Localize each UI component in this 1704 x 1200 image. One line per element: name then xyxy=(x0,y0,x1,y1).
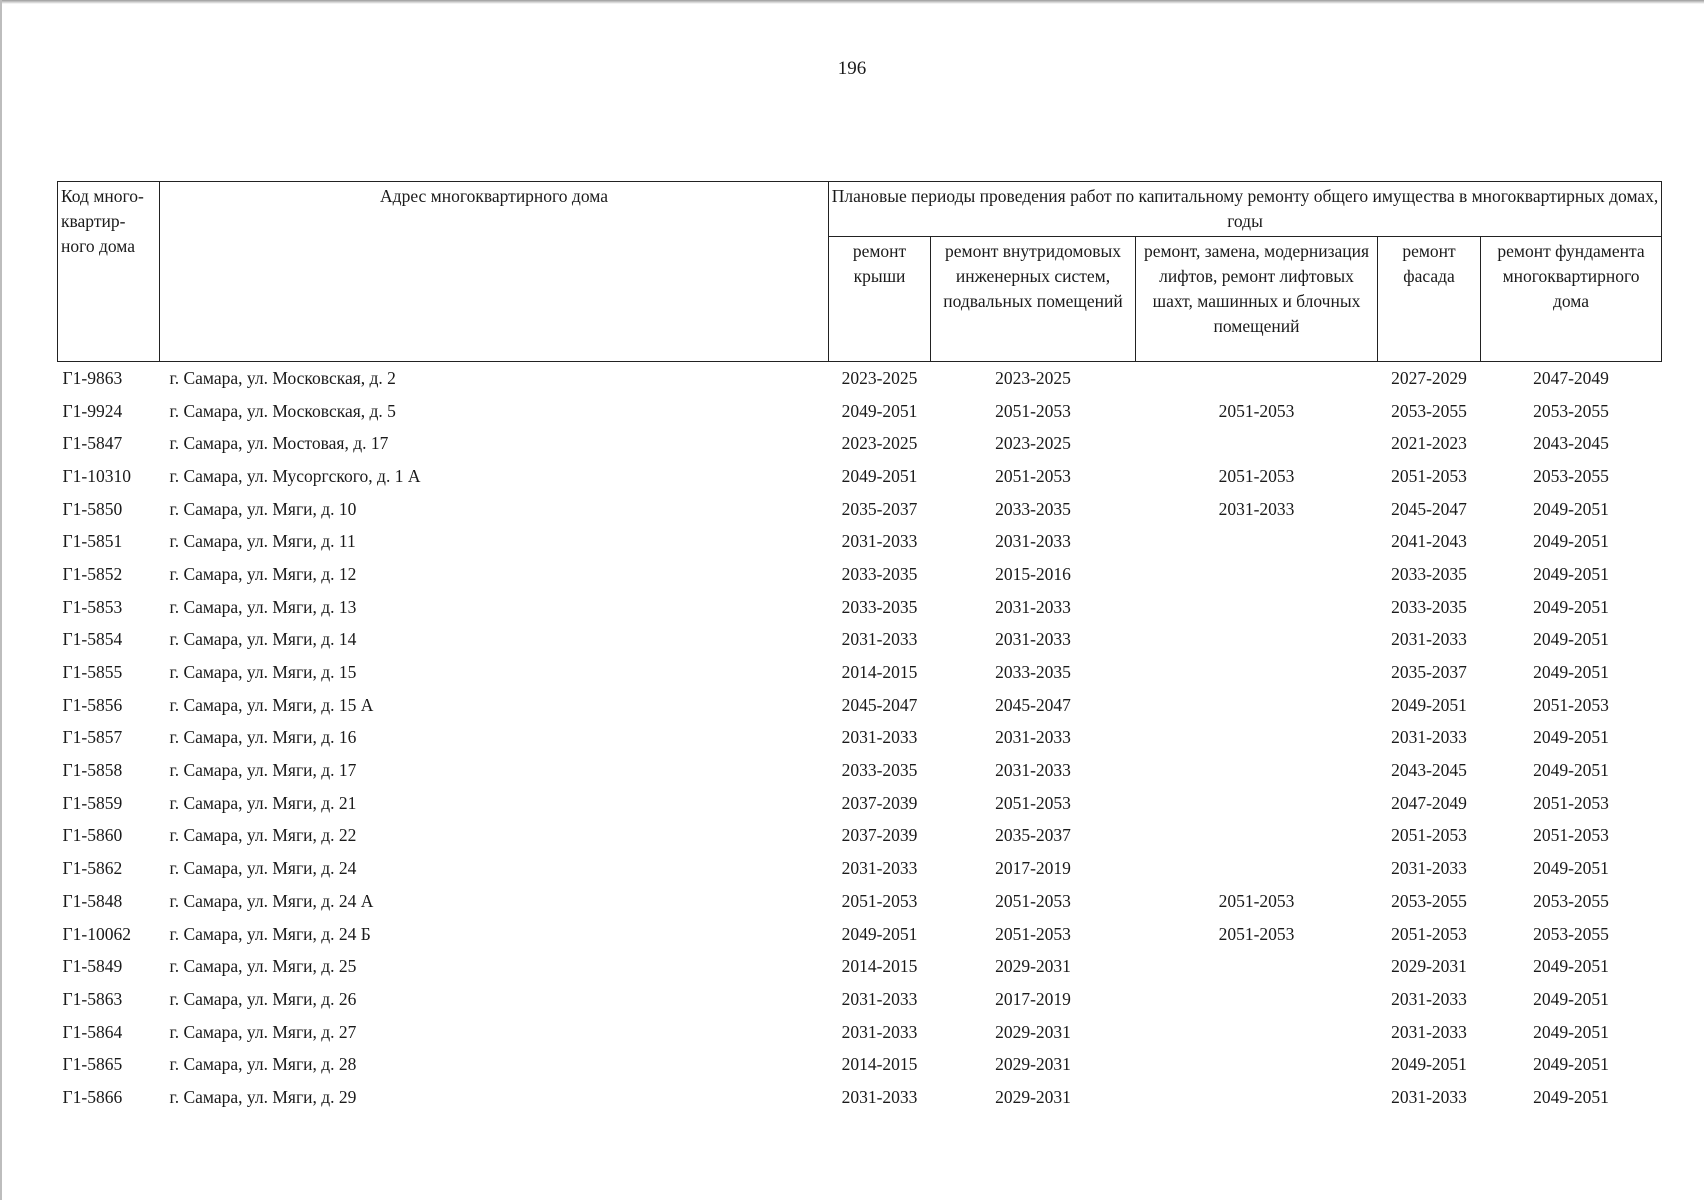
header-planned-periods: Плановые периоды проведения работ по капитальному ремонту общего имущества в многоквартирных домах, годы xyxy=(829,182,1662,237)
cell-elevators xyxy=(1136,558,1378,591)
table-row xyxy=(58,950,1662,983)
cell-engineering: 2029-2031 xyxy=(995,1086,1071,1107)
table-row xyxy=(58,852,1662,885)
cell-roof: 2031-2033 xyxy=(841,1086,918,1107)
cell-address: г. Самара, ул. Мяги, д. 16 xyxy=(169,727,357,748)
table-body xyxy=(58,362,1662,1114)
header-code: Код много-квартир-ного дома xyxy=(58,182,160,362)
table-row xyxy=(58,624,1662,657)
table-row xyxy=(58,460,1662,493)
cell-foundation: 2049-2051 xyxy=(1533,1086,1609,1107)
cell-foundation: 2053-2055 xyxy=(1533,465,1609,486)
cell-facade: 2021-2023 xyxy=(1391,433,1467,454)
cell-foundation: 2049-2051 xyxy=(1533,1054,1609,1075)
cell-address: г. Самара, ул. Мяги, д. 13 xyxy=(169,596,357,617)
cell-code: Г1-5853 xyxy=(62,596,123,617)
cell-code: Г1-5851 xyxy=(62,531,123,552)
cell-code: Г1-5849 xyxy=(62,956,123,977)
cell-code: Г1-9863 xyxy=(62,367,123,388)
cell-facade: 2031-2033 xyxy=(1391,629,1467,650)
cell-code: Г1-9924 xyxy=(62,400,123,421)
cell-engineering: 2029-2031 xyxy=(995,956,1071,977)
table-row xyxy=(58,754,1662,787)
cell-elevators xyxy=(1136,1048,1378,1081)
cell-facade: 2033-2035 xyxy=(1391,596,1467,617)
cell-facade: 2047-2049 xyxy=(1391,792,1467,813)
cell-roof: 2033-2035 xyxy=(841,596,918,617)
cell-elevators: 2031-2033 xyxy=(1218,498,1295,519)
cell-roof: 2031-2033 xyxy=(841,629,918,650)
cell-elevators xyxy=(1136,754,1378,787)
table-row xyxy=(58,1048,1662,1081)
cell-foundation: 2049-2051 xyxy=(1533,531,1609,552)
cell-roof: 2051-2053 xyxy=(841,890,918,911)
cell-engineering: 2029-2031 xyxy=(995,1021,1071,1042)
cell-elevators xyxy=(1136,1081,1378,1114)
table-row xyxy=(58,362,1662,395)
cell-engineering: 2029-2031 xyxy=(995,1054,1071,1075)
cell-foundation: 2049-2051 xyxy=(1533,1021,1609,1042)
cell-roof: 2033-2035 xyxy=(841,760,918,781)
cell-elevators: 2051-2053 xyxy=(1218,465,1295,486)
cell-code: Г1-5858 xyxy=(62,760,123,781)
cell-roof: 2033-2035 xyxy=(841,563,918,584)
cell-facade: 2051-2053 xyxy=(1391,825,1467,846)
cell-foundation: 2049-2051 xyxy=(1533,662,1609,683)
cell-address: г. Самара, ул. Мостовая, д. 17 xyxy=(169,433,389,454)
cell-facade: 2029-2031 xyxy=(1391,956,1467,977)
table-header xyxy=(58,182,1662,362)
cell-address: г. Самара, ул. Мяги, д. 14 xyxy=(169,629,357,650)
cell-elevators xyxy=(1136,983,1378,1016)
cell-facade: 2053-2055 xyxy=(1391,890,1467,911)
cell-address: г. Самара, ул. Мяги, д. 24 xyxy=(169,858,357,879)
cell-roof: 2031-2033 xyxy=(841,1021,918,1042)
cell-address: г. Самара, ул. Мяги, д. 15 А xyxy=(169,694,374,715)
cell-address: г. Самара, ул. Мяги, д. 24 Б xyxy=(169,923,371,944)
cell-address: г. Самара, ул. Мяги, д. 24 А xyxy=(169,890,374,911)
cell-facade: 2033-2035 xyxy=(1391,563,1467,584)
cell-elevators xyxy=(1136,591,1378,624)
cell-foundation: 2049-2051 xyxy=(1533,760,1609,781)
cell-address: г. Самара, ул. Мяги, д. 10 xyxy=(169,498,357,519)
cell-address: г. Самара, ул. Мяги, д. 29 xyxy=(169,1086,357,1107)
cell-code: Г1-5855 xyxy=(62,662,123,683)
table-row xyxy=(58,1081,1662,1114)
table-row xyxy=(58,885,1662,918)
cell-facade: 2051-2053 xyxy=(1391,465,1467,486)
cell-foundation: 2053-2055 xyxy=(1533,890,1609,911)
table-row xyxy=(58,722,1662,755)
cell-foundation: 2043-2045 xyxy=(1533,433,1609,454)
cell-roof: 2037-2039 xyxy=(841,792,918,813)
cell-facade: 2031-2033 xyxy=(1391,727,1467,748)
cell-address: г. Самара, ул. Мяги, д. 22 xyxy=(169,825,357,846)
cell-facade: 2051-2053 xyxy=(1391,923,1467,944)
cell-foundation: 2051-2053 xyxy=(1533,825,1609,846)
cell-code: Г1-10310 xyxy=(62,465,131,486)
cell-facade: 2027-2029 xyxy=(1391,367,1467,388)
cell-facade: 2035-2037 xyxy=(1391,662,1467,683)
cell-address: г. Самара, ул. Мусоргского, д. 1 А xyxy=(169,465,421,486)
cell-elevators: 2051-2053 xyxy=(1218,890,1295,911)
cell-elevators xyxy=(1136,820,1378,853)
cell-facade: 2045-2047 xyxy=(1391,498,1467,519)
cell-engineering: 2031-2033 xyxy=(995,531,1071,552)
repair-schedule-table xyxy=(57,181,1662,1114)
cell-engineering: 2023-2025 xyxy=(995,433,1071,454)
cell-address: г. Самара, ул. Московская, д. 2 xyxy=(169,367,396,388)
table-row xyxy=(58,493,1662,526)
cell-facade: 2031-2033 xyxy=(1391,988,1467,1009)
cell-facade: 2043-2045 xyxy=(1391,760,1467,781)
cell-foundation: 2049-2051 xyxy=(1533,629,1609,650)
cell-address: г. Самара, ул. Мяги, д. 28 xyxy=(169,1054,357,1075)
cell-foundation: 2053-2055 xyxy=(1533,923,1609,944)
cell-engineering: 2045-2047 xyxy=(995,694,1071,715)
cell-address: г. Самара, ул. Мяги, д. 27 xyxy=(169,1021,357,1042)
table-row xyxy=(58,820,1662,853)
cell-code: Г1-10062 xyxy=(62,923,131,944)
cell-address: г. Самара, ул. Мяги, д. 11 xyxy=(169,531,356,552)
cell-engineering: 2035-2037 xyxy=(995,825,1071,846)
cell-foundation: 2051-2053 xyxy=(1533,694,1609,715)
cell-address: г. Самара, ул. Мяги, д. 15 xyxy=(169,662,357,683)
cell-facade: 2031-2033 xyxy=(1391,1086,1467,1107)
table-row xyxy=(58,525,1662,558)
cell-code: Г1-5857 xyxy=(62,727,123,748)
cell-engineering: 2031-2033 xyxy=(995,760,1071,781)
table-row xyxy=(58,918,1662,951)
header-roof: ремонт крыши xyxy=(829,237,931,362)
cell-engineering: 2017-2019 xyxy=(995,988,1071,1009)
cell-address: г. Самара, ул. Мяги, д. 17 xyxy=(169,760,357,781)
header-elevators: ремонт, замена, модернизация лифтов, ремонт лифтовых шахт, машинных и блочных помещений xyxy=(1136,237,1378,362)
cell-elevators: 2051-2053 xyxy=(1218,923,1295,944)
cell-foundation: 2049-2051 xyxy=(1533,956,1609,977)
cell-elevators xyxy=(1136,525,1378,558)
header-facade: ремонт фасада xyxy=(1378,237,1481,362)
header-engineering: ремонт внутридомовых инженерных систем, подвальных помещений xyxy=(931,237,1136,362)
cell-code: Г1-5852 xyxy=(62,563,123,584)
cell-engineering: 2031-2033 xyxy=(995,727,1071,748)
scan-edge-top xyxy=(0,0,1704,4)
cell-foundation: 2049-2051 xyxy=(1533,727,1609,748)
cell-facade: 2049-2051 xyxy=(1391,694,1467,715)
cell-roof: 2045-2047 xyxy=(841,694,918,715)
cell-elevators: 2051-2053 xyxy=(1218,400,1295,421)
cell-address: г. Самара, ул. Мяги, д. 21 xyxy=(169,792,357,813)
cell-engineering: 2051-2053 xyxy=(995,923,1071,944)
cell-elevators xyxy=(1136,624,1378,657)
cell-elevators xyxy=(1136,427,1378,460)
table-row xyxy=(58,983,1662,1016)
cell-code: Г1-5860 xyxy=(62,825,123,846)
page-number: 196 xyxy=(837,58,867,79)
table-row xyxy=(58,656,1662,689)
cell-roof: 2049-2051 xyxy=(841,923,918,944)
cell-address: г. Самара, ул. Мяги, д. 25 xyxy=(169,956,357,977)
cell-roof: 2049-2051 xyxy=(841,465,918,486)
cell-elevators xyxy=(1136,689,1378,722)
cell-code: Г1-5866 xyxy=(62,1086,123,1107)
cell-elevators xyxy=(1136,1016,1378,1049)
cell-engineering: 2023-2025 xyxy=(995,367,1071,388)
header-foundation: ремонт фундамента многоквартирного дома xyxy=(1481,237,1662,362)
cell-engineering: 2051-2053 xyxy=(995,400,1071,421)
cell-roof: 2031-2033 xyxy=(841,727,918,748)
cell-address: г. Самара, ул. Мяги, д. 12 xyxy=(169,563,357,584)
cell-foundation: 2051-2053 xyxy=(1533,792,1609,813)
cell-facade: 2049-2051 xyxy=(1391,1054,1467,1075)
table-row xyxy=(58,1016,1662,1049)
cell-roof: 2037-2039 xyxy=(841,825,918,846)
cell-code: Г1-5848 xyxy=(62,890,123,911)
cell-elevators xyxy=(1136,362,1378,395)
cell-facade: 2031-2033 xyxy=(1391,858,1467,879)
cell-foundation: 2053-2055 xyxy=(1533,400,1609,421)
cell-roof: 2035-2037 xyxy=(841,498,918,519)
cell-code: Г1-5864 xyxy=(62,1021,123,1042)
header-address: Адрес многоквартирного дома xyxy=(160,182,829,362)
cell-elevators xyxy=(1136,787,1378,820)
cell-code: Г1-5862 xyxy=(62,858,123,879)
cell-roof: 2014-2015 xyxy=(841,662,918,683)
scan-edge-left xyxy=(0,0,2,1200)
cell-code: Г1-5854 xyxy=(62,629,123,650)
table-row xyxy=(58,591,1662,624)
cell-roof: 2049-2051 xyxy=(841,400,918,421)
table-row xyxy=(58,427,1662,460)
cell-roof: 2014-2015 xyxy=(841,956,918,977)
cell-foundation: 2049-2051 xyxy=(1533,596,1609,617)
cell-engineering: 2017-2019 xyxy=(995,858,1071,879)
cell-code: Г1-5847 xyxy=(62,433,123,454)
cell-engineering: 2031-2033 xyxy=(995,629,1071,650)
cell-roof: 2023-2025 xyxy=(841,433,918,454)
table-row xyxy=(58,689,1662,722)
cell-foundation: 2049-2051 xyxy=(1533,498,1609,519)
cell-roof: 2031-2033 xyxy=(841,858,918,879)
cell-facade: 2053-2055 xyxy=(1391,400,1467,421)
cell-facade: 2031-2033 xyxy=(1391,1021,1467,1042)
table-row xyxy=(58,787,1662,820)
cell-engineering: 2051-2053 xyxy=(995,792,1071,813)
cell-address: г. Самара, ул. Московская, д. 5 xyxy=(169,400,396,421)
cell-address: г. Самара, ул. Мяги, д. 26 xyxy=(169,988,357,1009)
cell-code: Г1-5859 xyxy=(62,792,123,813)
cell-elevators xyxy=(1136,656,1378,689)
cell-foundation: 2049-2051 xyxy=(1533,858,1609,879)
cell-elevators xyxy=(1136,852,1378,885)
cell-elevators xyxy=(1136,950,1378,983)
cell-foundation: 2049-2051 xyxy=(1533,563,1609,584)
cell-code: Г1-5863 xyxy=(62,988,123,1009)
cell-foundation: 2047-2049 xyxy=(1533,367,1609,388)
cell-engineering: 2051-2053 xyxy=(995,465,1071,486)
cell-code: Г1-5856 xyxy=(62,694,123,715)
cell-roof: 2023-2025 xyxy=(841,367,918,388)
table-row xyxy=(58,558,1662,591)
cell-code: Г1-5865 xyxy=(62,1054,123,1075)
table-row xyxy=(58,395,1662,428)
cell-code: Г1-5850 xyxy=(62,498,123,519)
cell-engineering: 2031-2033 xyxy=(995,596,1071,617)
cell-roof: 2014-2015 xyxy=(841,1054,918,1075)
cell-facade: 2041-2043 xyxy=(1391,531,1467,552)
cell-engineering: 2033-2035 xyxy=(995,498,1071,519)
cell-foundation: 2049-2051 xyxy=(1533,988,1609,1009)
cell-elevators xyxy=(1136,722,1378,755)
cell-engineering: 2051-2053 xyxy=(995,890,1071,911)
cell-roof: 2031-2033 xyxy=(841,531,918,552)
cell-engineering: 2015-2016 xyxy=(995,563,1071,584)
cell-engineering: 2033-2035 xyxy=(995,662,1071,683)
cell-roof: 2031-2033 xyxy=(841,988,918,1009)
